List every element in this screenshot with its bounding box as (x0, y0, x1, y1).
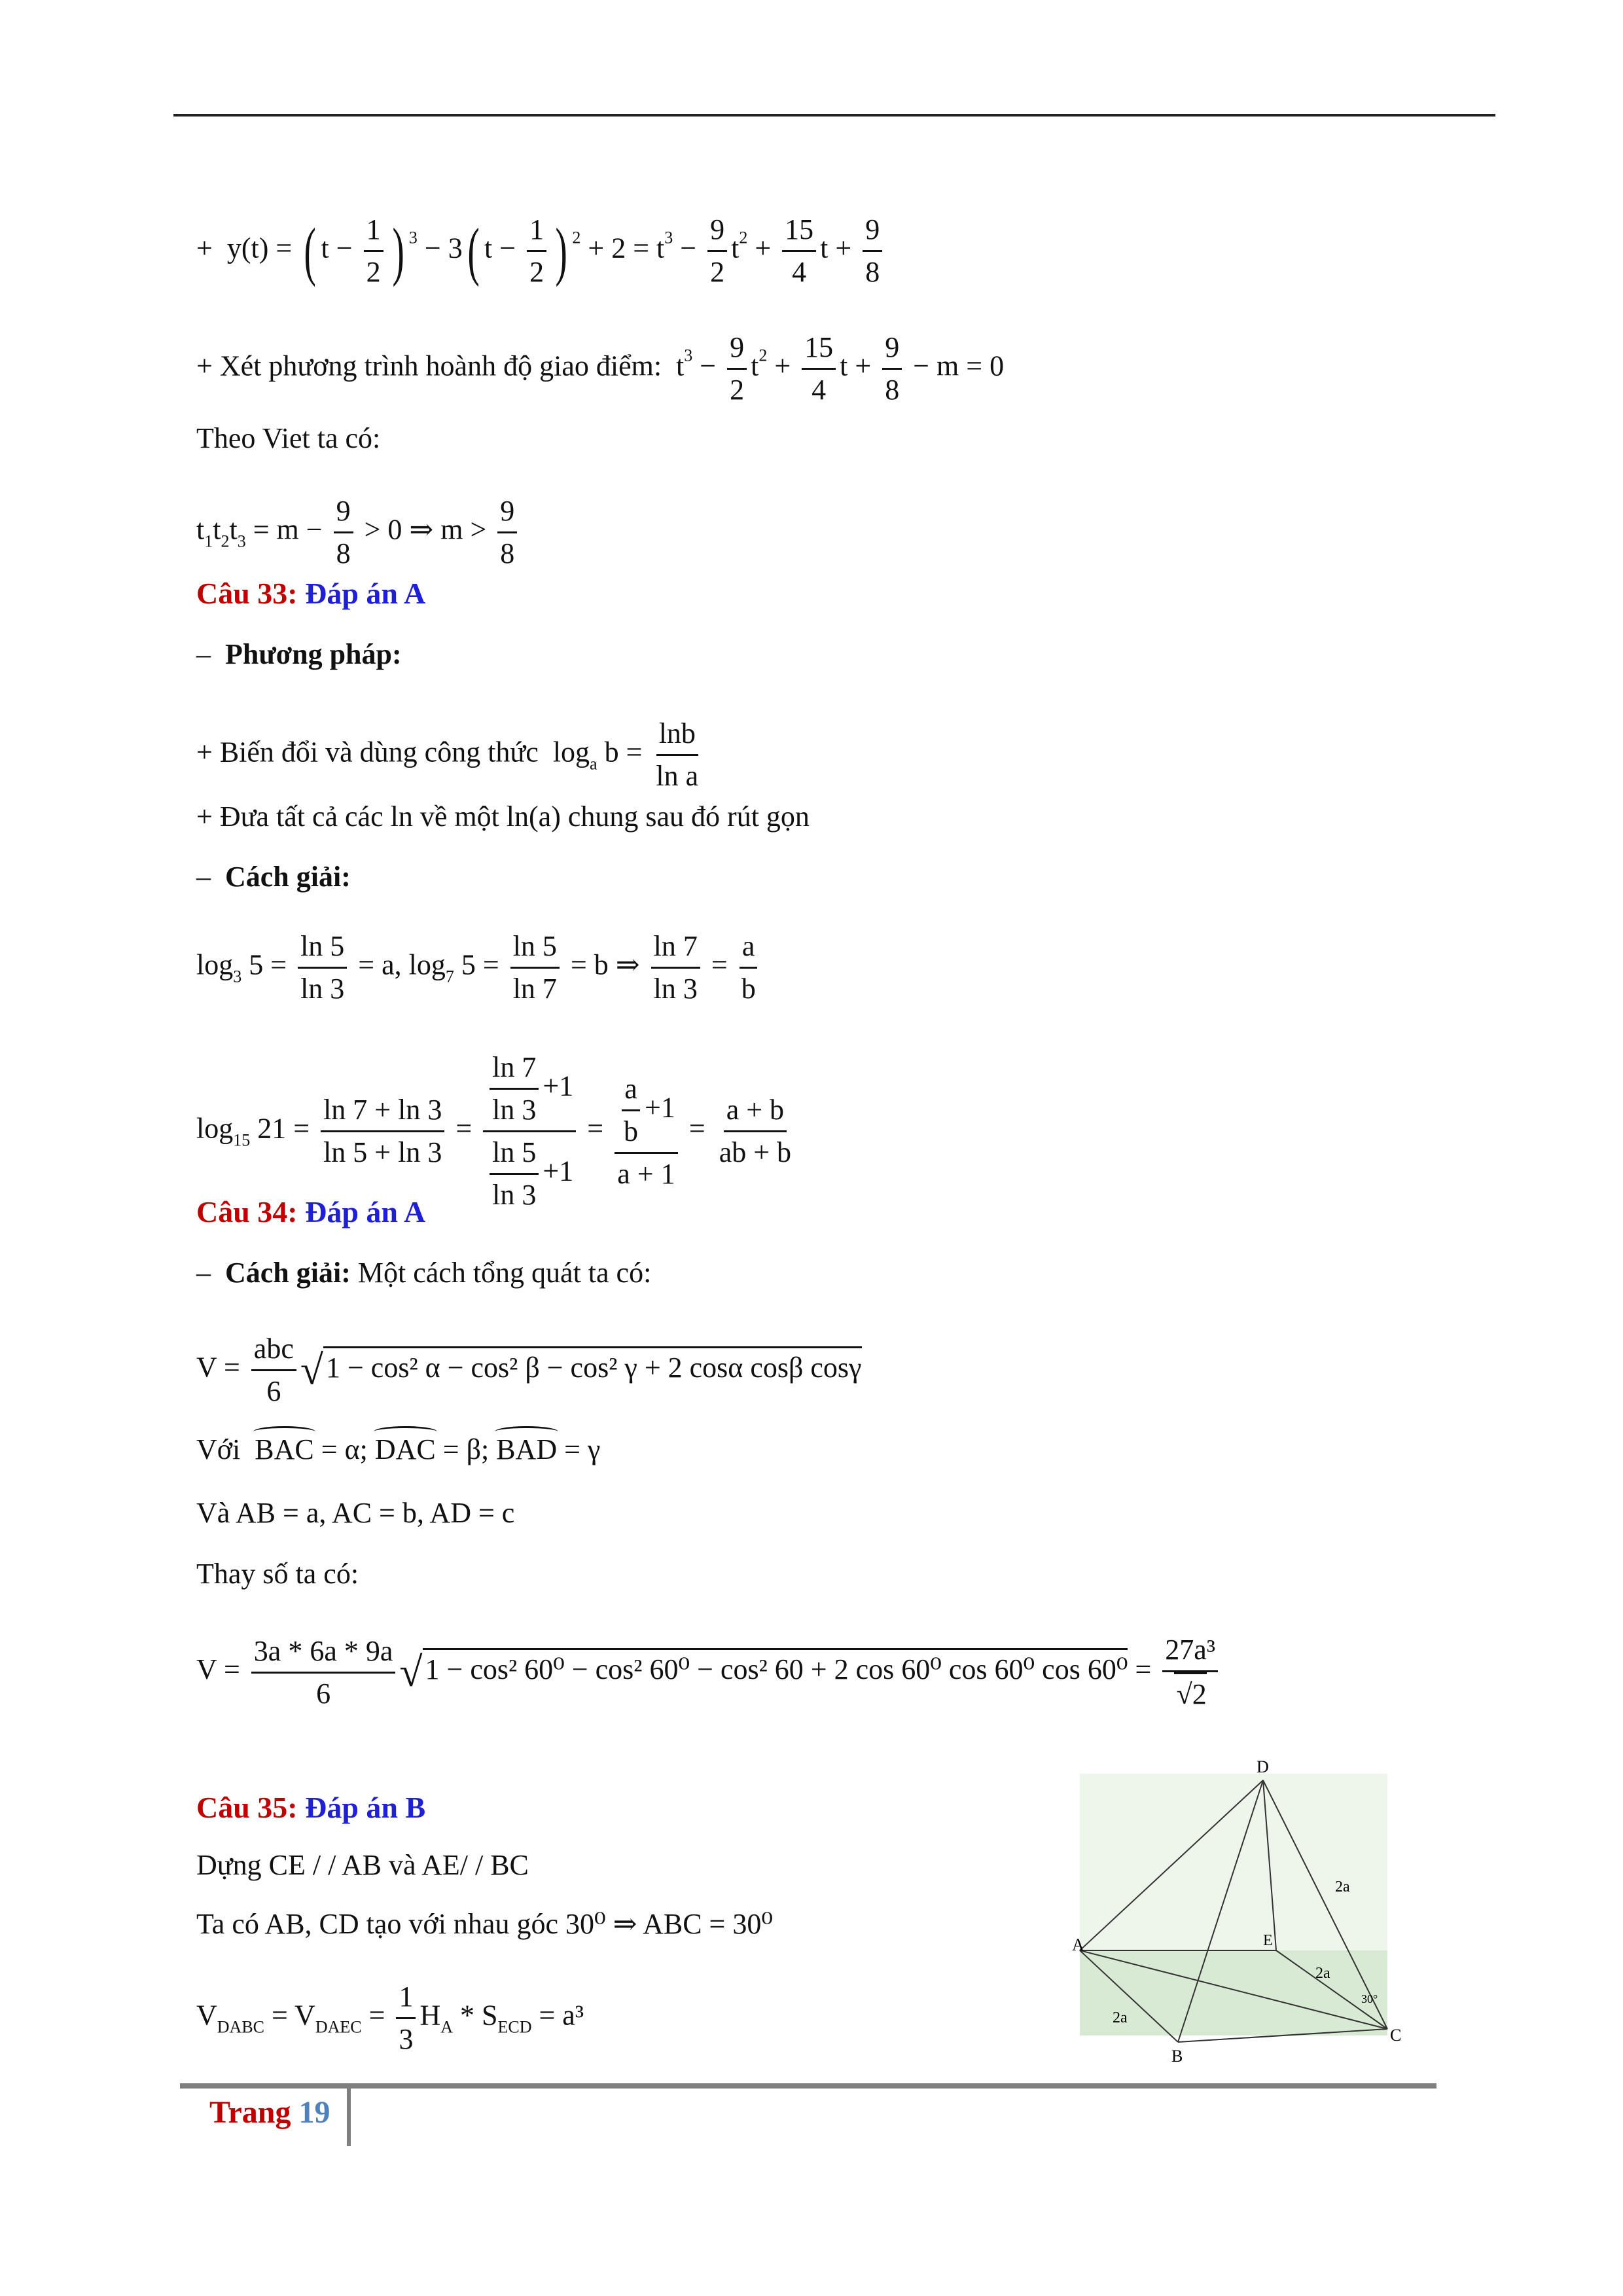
pyramid-figure (1072, 1754, 1402, 2066)
label-c: C (1390, 2026, 1402, 2045)
label-side-dc: 2a (1335, 1878, 1350, 1895)
q35-line-3: $V_{DABC} = V_{DAEC}$ = $\frac{1}{3}$ $H_A * S_{ECD} = a^3$ (196, 1977, 584, 2060)
q34-solution-label: – Cách giải: Một cách tổng quát ta có: (196, 1257, 652, 1289)
q33-method-label: – Phương pháp: (196, 638, 402, 670)
q35-line-2: Ta có AB, CD tạo với nhau góc 30⁰ ⇒ ABC = 30⁰ (196, 1908, 773, 1940)
header-rule (173, 114, 1495, 117)
q33-heading: Câu 33: Đáp án A (196, 577, 426, 610)
q33-solution-2: $\log_{15} 21$ = $\frac{\ln 7 + \ln 3}{\ln 5 + \ln 3}$ = $\frac{\ln 7}{\ln 3}$ +1 $\frac{\ln 5}{\ln 3}$ +1 = $\frac{a}{b}$ +1 a + 1 = $\frac{a + b}{ab + b}$ (196, 1047, 798, 1215)
q34-angles: Với BAC = α; DAC = β; BAD = γ (196, 1430, 600, 1469)
label-e: E (1263, 1932, 1273, 1949)
viet-equation: $t_1t_2t_3 = m$ − $\frac{9}{8}$ > 0 ⇒ m > $\frac{9}{8}$ (196, 491, 521, 574)
q34-subst: Thay số ta có: (196, 1558, 359, 1590)
q34-volume-value: V = $\frac{3a * 6a * 9a}{6}$ √1 − cos² 60⁰ − cos² 60⁰ − cos² 60 + 2 cos 60⁰ cos 60⁰ cos 60⁰ = $\frac{\text{27a³}}{√2}$ (196, 1630, 1222, 1715)
intersection-equation: + Xét phương trình hoành độ giao điểm: $t^3$ − $\frac{9}{2}$ $t^2$ + $\frac{15}{4}$ t + $\frac{9}{8}$ − m = 0 (196, 327, 1004, 410)
page-number: Trang 19 (209, 2095, 330, 2130)
q33-solution-label: – Cách giải: (196, 861, 351, 893)
label-b: B (1171, 2047, 1183, 2066)
q35-line-1: Dựng CE / / AB và AE/ / BC (196, 1849, 529, 1881)
label-a: A (1072, 1935, 1084, 1954)
footer-rule (180, 2083, 1436, 2089)
footer-separator (347, 2089, 351, 2146)
q33-method-2: + Đưa tất cả các ln về một ln(a) chung sau đó rút gọn (196, 800, 810, 833)
q34-sides: Và AB = a, AC = b, AD = c (196, 1497, 515, 1529)
viet-text: Theo Viet ta có: (196, 422, 381, 454)
q34-heading: Câu 34: Đáp án A (196, 1195, 426, 1229)
label-d: D (1257, 1757, 1269, 1776)
q33-solution-1: $\log_3 5$ = $\frac{\ln 5}{\ln 3}$ = a, $\log_7 5$ = $\frac{\ln 5}{\ln 7}$ = b ⇒ $\frac{\ln 7}{\ln 3}$ = $\frac{a}{b}$ (196, 926, 762, 1009)
yt-equation: + y(t) = ( t − $\frac{1}{2}$ ) $^3$ − 3( t − $\frac{1}{2}$ ) $^2 + 2 = t^3$ − $\frac{9}{2}$ $t^2$ + $\frac{15}{4}$ t + $\frac{9}{8}$ (196, 209, 886, 293)
q34-volume-formula: V = $\frac{\text{abc}}{6}$ √1 − cos² α − cos² β − cos² γ + 2 cosα cosβ cosγ (196, 1329, 862, 1412)
label-side-ab: 2a (1113, 2009, 1128, 2026)
label-angle: 30° (1361, 1992, 1378, 2005)
q35-heading: Câu 35: Đáp án B (196, 1791, 426, 1824)
q33-method-1: + Biến đổi và dùng công thức $\log_a b$ = $\frac{\ln b}{\text{ln a}}$ (196, 713, 705, 797)
label-side-ec: 2a (1315, 1965, 1330, 1982)
